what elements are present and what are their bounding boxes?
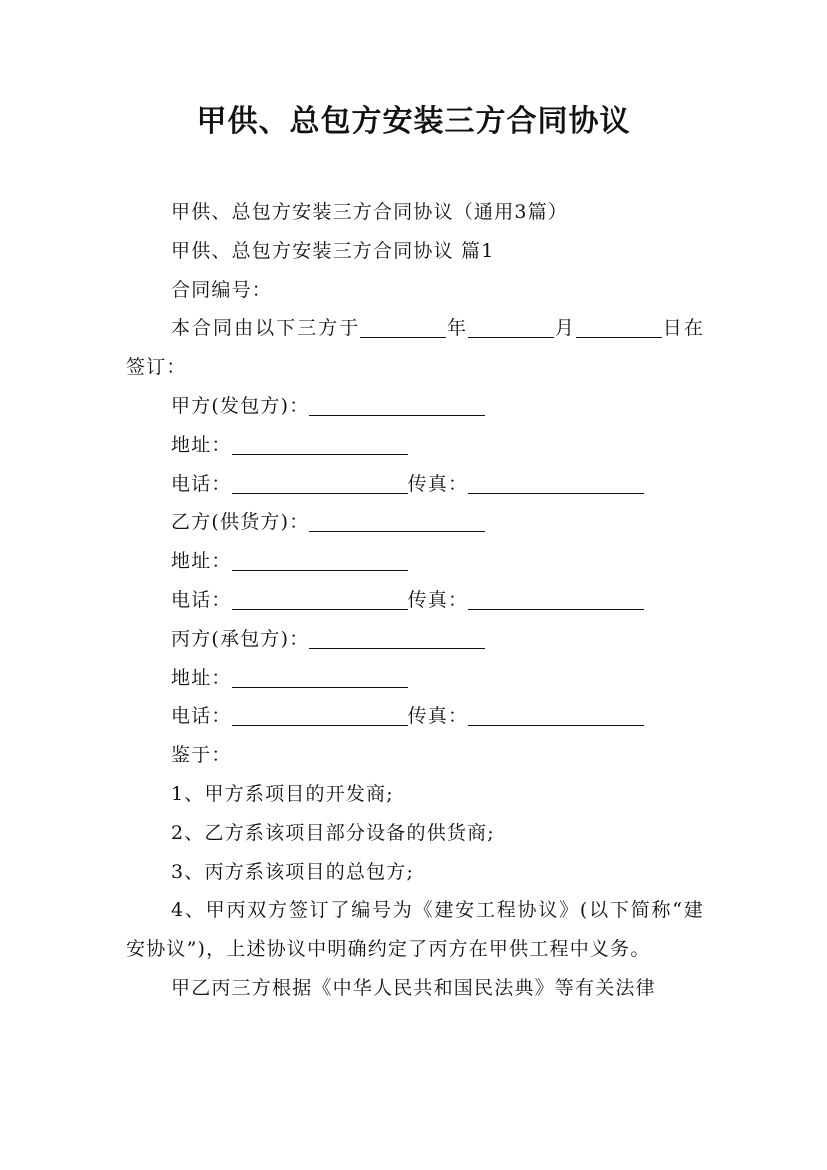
party-c-phone-blank	[232, 703, 408, 726]
signing-prefix: 本合同由以下三方于	[171, 317, 361, 340]
party-b-address-blank	[232, 548, 408, 571]
year-label: 年	[446, 317, 469, 340]
party-a-line	[126, 387, 704, 426]
party-c-address-line	[126, 659, 704, 698]
party-c-blank	[309, 626, 485, 649]
party-c-phone-label: 电话：	[171, 705, 232, 728]
contract-number-label: 合同编号：	[171, 278, 273, 301]
party-b-phone-label: 电话：	[171, 588, 232, 611]
party-a-address-blank	[232, 432, 408, 455]
party-b-line	[126, 503, 704, 542]
party-b-phone-blank	[232, 587, 408, 610]
party-a-fax-blank	[468, 471, 644, 494]
day-blank	[576, 315, 662, 338]
party-c-fax-label: 传真：	[407, 705, 469, 728]
party-a-phone-label: 电话：	[171, 472, 232, 495]
section-heading: 甲供、总包方安装三方合同协议 篇1	[171, 239, 495, 262]
party-c-line	[126, 620, 704, 659]
document-title: 甲供、总包方安装三方合同协议	[196, 104, 631, 139]
clause-item: 3、丙方系该项目的总包方;	[171, 860, 415, 883]
party-b-blank	[309, 509, 485, 532]
signing-paragraph	[126, 309, 704, 387]
party-c-address-blank	[232, 665, 408, 688]
party-c-contact-line	[126, 697, 704, 736]
party-c-address-label: 地址：	[171, 666, 232, 689]
clause-item: 4、甲丙双方签订了编号为《建安工程协议》(以下简称“建安协议”)，上述协议中明确约定了丙方在甲供工程中义务。	[126, 899, 704, 961]
party-a-contact-line	[126, 465, 704, 504]
party-a-blank	[309, 393, 485, 416]
signing-suffix: 在签订：	[126, 317, 705, 379]
party-b-address-line	[126, 542, 704, 581]
closing-paragraph: 甲乙丙三方根据《中华人民共和国民法典》等有关法律	[171, 976, 656, 999]
day-label: 日	[661, 317, 684, 340]
subtitle: 甲供、总包方安装三方合同协议（通用3篇）	[171, 201, 569, 223]
party-b-label: 乙方(供货方)：	[171, 511, 310, 534]
month-blank	[468, 315, 554, 338]
clause-item: 2、乙方系该项目部分设备的供货商;	[171, 821, 495, 844]
document-body	[126, 193, 704, 1008]
party-b-fax-label: 传真：	[407, 588, 469, 611]
party-a-phone-blank	[232, 471, 408, 494]
party-c-fax-blank	[468, 703, 644, 726]
year-blank	[360, 315, 446, 338]
whereas-label: 鉴于：	[171, 744, 232, 767]
party-a-address-label: 地址：	[171, 433, 232, 456]
party-b-address-label: 地址：	[171, 550, 232, 573]
month-label: 月	[554, 317, 576, 340]
party-c-label: 丙方(承包方)：	[171, 627, 310, 650]
party-a-label: 甲方(发包方)：	[171, 394, 310, 417]
clause-item: 1、甲方系项目的开发商;	[171, 782, 394, 805]
party-a-address-line	[126, 426, 704, 465]
party-b-contact-line	[126, 581, 704, 620]
party-a-fax-label: 传真：	[407, 472, 469, 495]
party-b-fax-blank	[468, 587, 644, 610]
